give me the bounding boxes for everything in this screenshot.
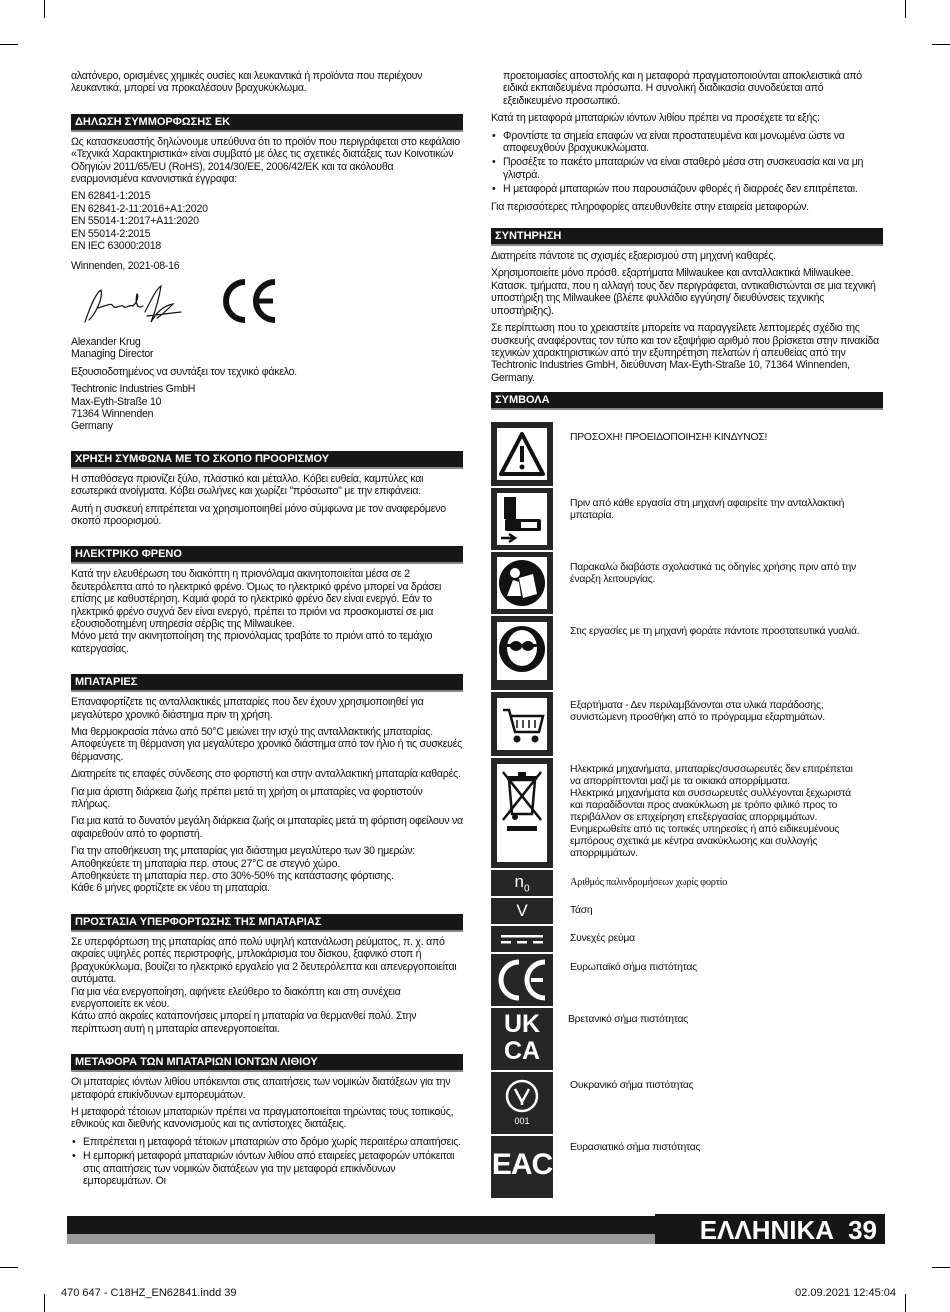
bullet-item: • Η εμπορική μεταφορά μπαταριών ιόντων λιθίου από εταιρείες μεταφορών υπόκειται στις απαιτήσεις των νομικών διατάξεων για την μεταφορά επικίνδυνων εμπορευμάτων. Οι [71, 1150, 463, 1187]
symbol-text: Συνεχές ρεύμα [570, 933, 635, 944]
batteries-text: Μια θερμοκρασία πάνω από 50°C μειώνει την ισχύ της ανταλλακτικής μπαταρίας. Αποφεύγετε τη θέρμανση για μεγαλύτερο χρονικό διάστημα από τον ήλιο ή τις συσκευές θέρμανσης. [71, 726, 463, 763]
symbol-text [570, 764, 860, 860]
company-line: Germany [71, 420, 113, 433]
warning-icon [491, 422, 553, 486]
company-line: Techtronic Industries GmbH [71, 383, 196, 396]
weee-bin-icon [491, 758, 553, 868]
ce-mark-icon [219, 276, 281, 326]
brake-text: Μόνο μετά την ακινητοποίηση της πριονόλαμας τραβάτε το πριόνι από το τεμάχιο κατεργασίας. [71, 630, 433, 655]
transport-continuation: προετοιμασίες αποστολής και η μεταφορά πραγματοποιούνται αποκλειστικά από ειδικά εκπαιδευμένα πρόσωπα. Η συνολική διαδικασία συνοδεύεται από εξειδικευμένο προσωπικό. [503, 70, 862, 107]
ukrainian-mark-icon [491, 1072, 553, 1134]
declaration-heading: ΔΗΛΩΣΗ ΣΥΜΜΟΡΦΩΣΗΣ ΕΚ [71, 114, 463, 132]
authorized-text: Εξουσιοδοτημένος να συντάξει τον τεχνικό φάκελο. [71, 365, 297, 378]
ukca-mark-text: UK CA [503, 1010, 541, 1065]
company-line: 71364 Winnenden [71, 407, 154, 420]
standards-list [71, 190, 463, 252]
symbol-text: Τάση [570, 905, 593, 916]
batteries-text: Διατηρείτε τις επαφές σύνδεσης στο φορτιστή και στην ανταλλακτική μπαταρία καθαρές. [71, 768, 461, 781]
symbol-glyph: V [516, 901, 528, 920]
crop-mark [0, 1267, 18, 1268]
bullet-item: • Η μεταφορά μπαταριών που παρουσιάζουν φθορές ή διαρροές δεν επιτρέπεται. [491, 183, 883, 195]
overload-text: Κάτω από ακραίες καταπονήσεις μπορεί η μπαταρία να θερμανθεί πολύ. Στην περίπτωση αυτή η μπαταρία απενεργοποιείται. [71, 1010, 417, 1035]
overload-heading: ΠΡΟΣΤΑΣΙΑ ΥΠΕΡΦΟΡΤΩΣΗΣ ΤΗΣ ΜΠΑΤΑΡΙΑΣ [71, 914, 463, 932]
symbol-text: ΠΡΟΣΟΧΗ! ΠΡΟΕΙΔΟΠΟΙΗΣΗ! ΚΙΝΔΥΝΟΣ! [570, 432, 768, 443]
transport-text: Η μεταφορά τέτοιων μπαταριών πρέπει να πραγματοποιείται τηρώντας τους τοπικούς, εθνικούς και διεθνής κανονισμούς και τις αντίστοιχες διατάξεις. [71, 1105, 454, 1131]
signature-block [71, 278, 463, 336]
direct-current-icon [491, 926, 553, 952]
crop-mark [905, 1294, 906, 1312]
crop-mark [0, 44, 18, 45]
ukca-mark-icon [491, 1008, 553, 1070]
remove-battery-icon [491, 488, 553, 550]
weee-text: Ηλεκτρικά μηχανήματα και συσσωρευτές συλλέγονται ξεχωριστά και παραδίδονται προς ανακύκλωση με τρόπο φιλικό προς το περιβάλλον σε επιχείρηση επεξεργασίας απορριμμάτων. [570, 788, 851, 823]
crop-mark [44, 1294, 45, 1312]
ce-mark-icon [491, 954, 553, 1006]
symbol-text: Ουκρανικό σήμα πιστότητας [570, 1080, 694, 1091]
bullet-item: • Φροντίστε τα σημεία επαφών να είναι προστατευμένα και μονωμένα ώστε να αποφευχθούν βραχυκυκλώματα. [491, 130, 883, 155]
page-footer-bar [67, 1216, 885, 1244]
read-manual-icon [491, 552, 553, 614]
signer-title: Managing Director [71, 348, 154, 361]
right-column [491, 70, 883, 389]
batteries-text: Για την αποθήκευση της μπαταρίας για διάστημα μεγαλύτερο των 30 ημερών: [71, 845, 415, 858]
bullet-item: • Επιτρέπεται η μεταφορά τέτοιων μπαταριών στο δρόμο χωρίς περαιτέρω απαιτήσεις. [71, 1136, 463, 1148]
symbol-text: Βρετανικό σήμα πιστότητας [568, 1014, 688, 1025]
batteries-text: Επαναφορτίζετε τις ανταλλακτικές μπαταρίες που δεν έχουν χρησιμοποιηθεί για μεγαλύτερο χρονικό διάστημα πριν τη χρήση. [71, 696, 424, 721]
symbol-text: Παρακαλώ διαβάστε σχολαστικά τις οδηγίες χρήσης πριν από την έναρξη λειτουργίας. [570, 562, 856, 585]
batteries-text: Για μια άριστη διάρκεια ζωής πρέπει μετά τη χρήση οι μπαταρίες να φορτιστούν πλήρως. [71, 785, 423, 811]
intro-paragraph: αλατόνερο, ορισμένες χημικές ουσίες και λευκαντικά ή προϊόντα που περιέχουν λευκαντικά, μπορεί να προκαλέσουν βραχυκύκλωμα. [71, 70, 423, 95]
print-datetime: 02.09.2021 12:45:04 [795, 1287, 896, 1299]
declaration-text: Ως κατασκευαστής δηλώνουμε υπεύθυνα ότι το προϊόν που περιγράφεται στο κεφάλαιο «Τεχνικά Χαρακτηριστικά» είναι συμβατό με όλες τις σχετικές διατάξεις των Κοινοτικών Οδηγιών 2011/65/EU (RoHS), 2014/30/ΕΕ, 2006/42/ΕΚ και τα ακόλουθα εναρμονισμένα κανονιστικά έγγραφα: [71, 135, 460, 186]
eac-mark-icon [491, 1136, 553, 1198]
crop-mark [905, 0, 906, 18]
company-line: Max-Eyth-Straße 10 [71, 395, 162, 408]
symbols-heading: ΣΥΜΒΟΛΑ [491, 392, 883, 410]
symbol-glyph-sub: 0 [523, 883, 530, 895]
crop-mark [932, 44, 950, 45]
ukrainian-mark-number: 001 [514, 1116, 530, 1126]
language-label: ΕΛΛΗΝΙΚΑ [699, 1215, 835, 1245]
footer-gray-band [67, 1234, 661, 1244]
voltage-icon [491, 898, 553, 924]
maintenance-text: Διατηρείτε πάντοτε τις σχισμές εξαερισμού στη μηχανή καθαρές. [491, 250, 776, 263]
intended-use-text: Αυτή η συσκευή επιτρέπεται να χρησιμοποιηθεί μόνο σύμφωνα με τον αναφερόμενο σκοπό προορισμού. [71, 502, 446, 527]
symbol-text: Αριθμός παλινδρομήσεων χωρίς φορτίο [570, 877, 728, 888]
maintenance-heading: ΣΥΝΤΗΡΗΣΗ [491, 228, 883, 246]
standard-item: EN 62841-1:2015 [71, 190, 151, 203]
symbol-glyph: n [514, 872, 524, 891]
overload-text: Σε υπερφόρτωση της μπαταρίας από πολύ υψηλή κατανάλωση ρεύματος, π. χ. από ακραίες υψηλές ροπές περιστροφής, μπλοκάρισμα του δίσκου, ξαφνικό στοπ ή βραχυκύκλωμα, βουίζει το ηλεκτρικό εργαλείο για 2 δευτερόλεπτα και απενεργοποιείται αυτόματα. [71, 935, 457, 986]
symbol-text: Εξαρτήματα - Δεν περιλαμβάνονται στα υλικά παράδοσης, συνιστώμενη προσθήκη από το πρόγραμμα εξαρτημάτων. [570, 700, 825, 723]
transport-note: Κατά τη μεταφορά μπαταριών ιόντων λιθίου πρέπει να προσέχετε τα εξής: [491, 112, 820, 125]
maintenance-text: Σε περίπτωση που το χρειαστείτε μπορείτε να παραγγείλετε λεπτομερές σχέδιο της συσκευής αναφέροντας τον τύπο και τον εξαψήφιο αριθμό που βρίσκεται στην πινακίδα τεχνικών χαρακτηριστικών από την εξυπηρέτηση πελατών ή απευθείας από την Techtronic Industries GmbH, διεύθυνση Max-Eyth-Straße 10, 71364 Winnenden, Germany. [491, 322, 879, 384]
page-number: 39 [848, 1215, 877, 1245]
company-address [71, 383, 463, 433]
transport-bullets [71, 1136, 463, 1188]
safety-goggles-icon [491, 616, 553, 690]
intended-use-heading: ΧΡΗΣΗ ΣΥΜΦΩΝΑ ΜΕ ΤΟ ΣΚΟΠΟ ΠΡΟΟΡΙΣΜΟΥ [71, 451, 463, 469]
signer-name: Alexander Krug [71, 335, 141, 348]
batteries-text: Αποθηκεύετε τη μπαταρία περ. στο 30%-50% της κατάστασης φόρτισης. [71, 870, 394, 883]
batteries-text: Αποθηκεύετε τη μπαταρία περ. στους 27°C σε στεγνό χώρο. [71, 857, 340, 870]
transport-text: Οι μπαταρίες ιόντων λιθίου υπόκεινται στις απαιτήσεις των νομικών διατάξεων για την μεταφορά επικίνδυνων εμπορευμάτων. [71, 1076, 451, 1101]
brake-text: Κατά την ελευθέρωση του διακόπτη η πριονόλαμα ακινητοποιείται μέσα σε 2 δευτερόλεπτα από το ηλεκτρικό φρένο. Όμως το ηλεκτρικό φρένο μπορεί να δράσει επίσης με καθυστέρηση. Καμιά φορά το ηλεκτρικό φρένο δεν είναι ενεργό. Εάν το ηλεκτρικό φρένο συχνά δεν είναι ενεργό, πρέπει το πριόνι να προσκομιστεί σε μια εξουσιοδοτημένη υπηρεσία σέρβις της Milwaukee. [71, 568, 442, 630]
standard-item: EN 55014-1:2017+A11:2020 [71, 215, 199, 228]
symbol-text: Πριν από κάθε εργασία στη μηχανή αφαιρείτε την ανταλλακτική μπαταρία. [570, 498, 845, 521]
crop-mark [44, 0, 45, 18]
batteries-heading: ΜΠΑΤΑΡΙΕΣ [71, 674, 463, 692]
left-column [71, 70, 463, 1192]
footer-label [700, 1215, 877, 1245]
symbol-text: Ευρωπαϊκό σήμα πιστότητας [570, 962, 697, 973]
maintenance-text: Χρησιμοποιείτε μόνο πρόσθ. εξαρτήματα Milwaukee και ανταλλακτικά Milwaukee. Κατασκ. τμήματα, που η αλλαγή τους δεν περιγράφεται, αντικαθιστώνται σε μια τεχνική υποστήριξη της Milwaukee (βλέπε φυλλάδιο εγγύηση/ διευθύνσεις τεχνικής υποστήριξης). [491, 267, 876, 317]
batteries-text: Κάθε 6 μήνες φορτίζετε εκ νέου τη μπαταρία. [71, 882, 270, 895]
intended-use-text: Η σπαθόσεγα πριονίζει ξύλο, πλαστικό και μέταλλο. Κόβει ευθεία, καμπύλες και εσωτερικά ανοίγματα. Κόβει σωλήνες και χωρίζει "πρόσωπο" με την επιφάνεια. [71, 472, 424, 498]
signature-image [77, 282, 187, 332]
overload-text: Για μια νέα ενεργοποίηση, αφήνετε ελεύθερο το διακόπτη και στη συνέχεια ενεργοποιείτε εκ νέου. [71, 985, 401, 1010]
more-info: Για περισσότερες πληροφορίες απευθυνθείτε στην εταιρεία μεταφορών. [491, 200, 809, 213]
batteries-text: Για μια κατά το δυνατόν μεγάλη διάρκεια ζωής οι μπαταρίες μετά τη φόρτιση οφείλουν να αφαιρεθούν από το φορτιστή. [71, 815, 463, 840]
print-file-info: 470 647 - C18HZ_EN62841.indd 39 [61, 1287, 237, 1299]
symbol-text: Ευρασιατικό σήμα πιστότητας [570, 1142, 701, 1153]
no-load-speed-icon [491, 870, 553, 896]
transport-precautions [491, 130, 883, 196]
brake-heading: ΗΛΕΚΤΡΙΚΟ ΦΡΕΝΟ [71, 546, 463, 564]
weee-text: Ηλεκτρικά μηχανήματα, μπαταρίες/συσσωρευτές δεν επιτρέπεται να απορρίπτονται μαζί με τα οικιακά απορρίμματα. [570, 764, 853, 787]
weee-text: Ενημερωθείτε από τις τοπικές υπηρεσίες ή από ειδικευμένους εμπόρους σχετικά με κέντρα ανακύκλωσης και συλλογής απορριμμάτων. [570, 824, 840, 859]
eac-mark-text: EAC [491, 1148, 553, 1181]
transport-heading: ΜΕΤΑΦΟΡΑ ΤΩΝ ΜΠΑΤΑΡΙΩΝ ΙΟΝΤΩΝ ΛΙΘΙΟΥ [71, 1054, 463, 1072]
bullet-item: • Προσέξτε το πακέτο μπαταριών να είναι σταθερό μέσα στη συσκευασία και να μη γλιστρά. [491, 156, 883, 181]
standard-item: EN 62841-2-11:2016+A1:2020 [71, 202, 208, 215]
standard-item: EN 55014-2:2015 [71, 227, 151, 240]
accessory-cart-icon [491, 692, 553, 756]
crop-mark [932, 1267, 950, 1268]
standard-item: EN IEC 63000:2018 [71, 240, 161, 253]
symbol-text: Στις εργασίες με τη μηχανή φοράτε πάντοτε προστατευτικά γυαλιά. [570, 626, 860, 637]
place-date: Winnenden, 2021-08-16 [71, 260, 180, 273]
